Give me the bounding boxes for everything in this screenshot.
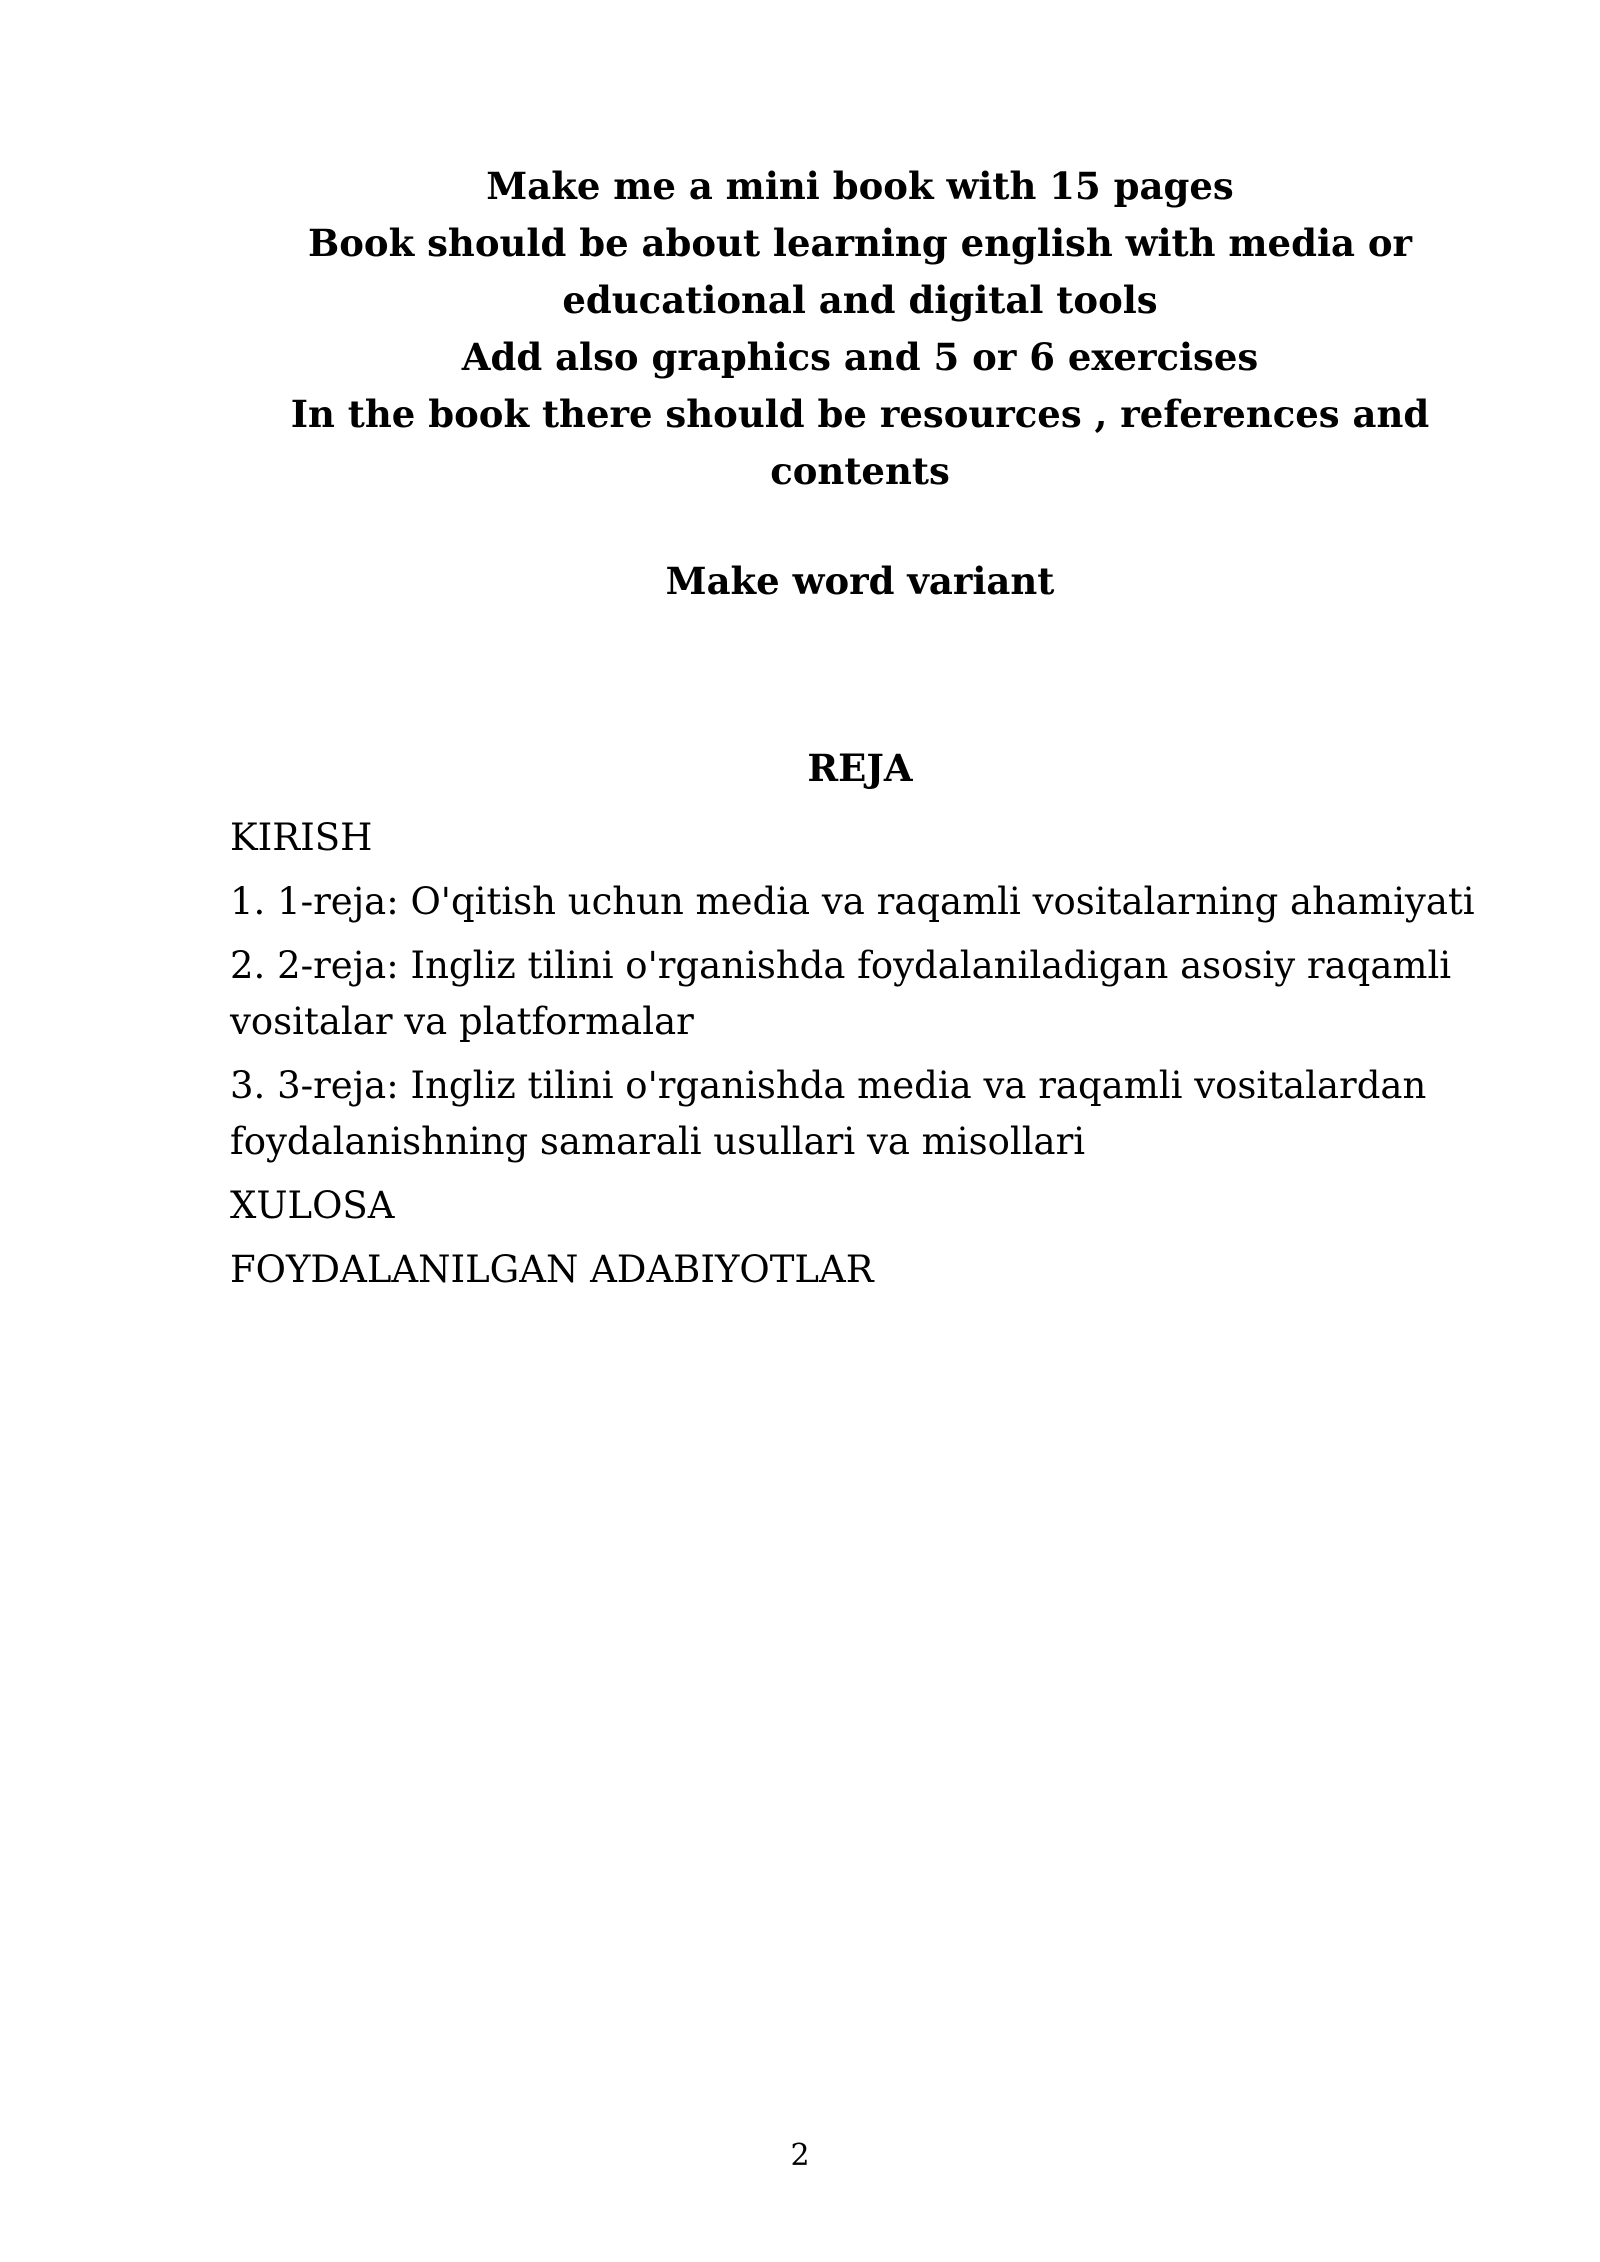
heading-line: contents xyxy=(770,449,950,493)
plan-title: REJA xyxy=(807,746,913,790)
heading-line: educational and digital tools xyxy=(562,278,1158,322)
plan-item-xulosa: XULOSA xyxy=(230,1184,395,1227)
page-number: 2 xyxy=(790,2138,810,2173)
request-heading xyxy=(230,158,1490,500)
plan-item-1: 1. 1-reja: O'qitish uchun media va raqamli vositalarning ahamiyati xyxy=(230,880,1475,923)
plan-item-2: 2. 2-reja: Ingliz tilini o'rganishda foydalaniladigan asosiy raqamli vositalar va platformalar xyxy=(230,944,1452,1043)
plan-item-references: FOYDALANILGAN ADABIYOTLAR xyxy=(230,1248,874,1291)
heading-line: In the book there should be resources , references and xyxy=(290,392,1430,436)
plan-list xyxy=(230,810,1500,1306)
variant-heading: Make word variant xyxy=(665,559,1055,603)
heading-line: Add also graphics and 5 or 6 exercises xyxy=(461,335,1259,379)
plan-item-3: 3. 3-reja: Ingliz tilini o'rganishda media va raqamli vositalardan foydalanishning samarali usullari va misollari xyxy=(230,1064,1427,1163)
plan-item-kirish: KIRISH xyxy=(230,816,373,859)
heading-line: Make me a mini book with 15 pages xyxy=(486,164,1234,208)
heading-line: Book should be about learning english with media or xyxy=(307,221,1413,265)
